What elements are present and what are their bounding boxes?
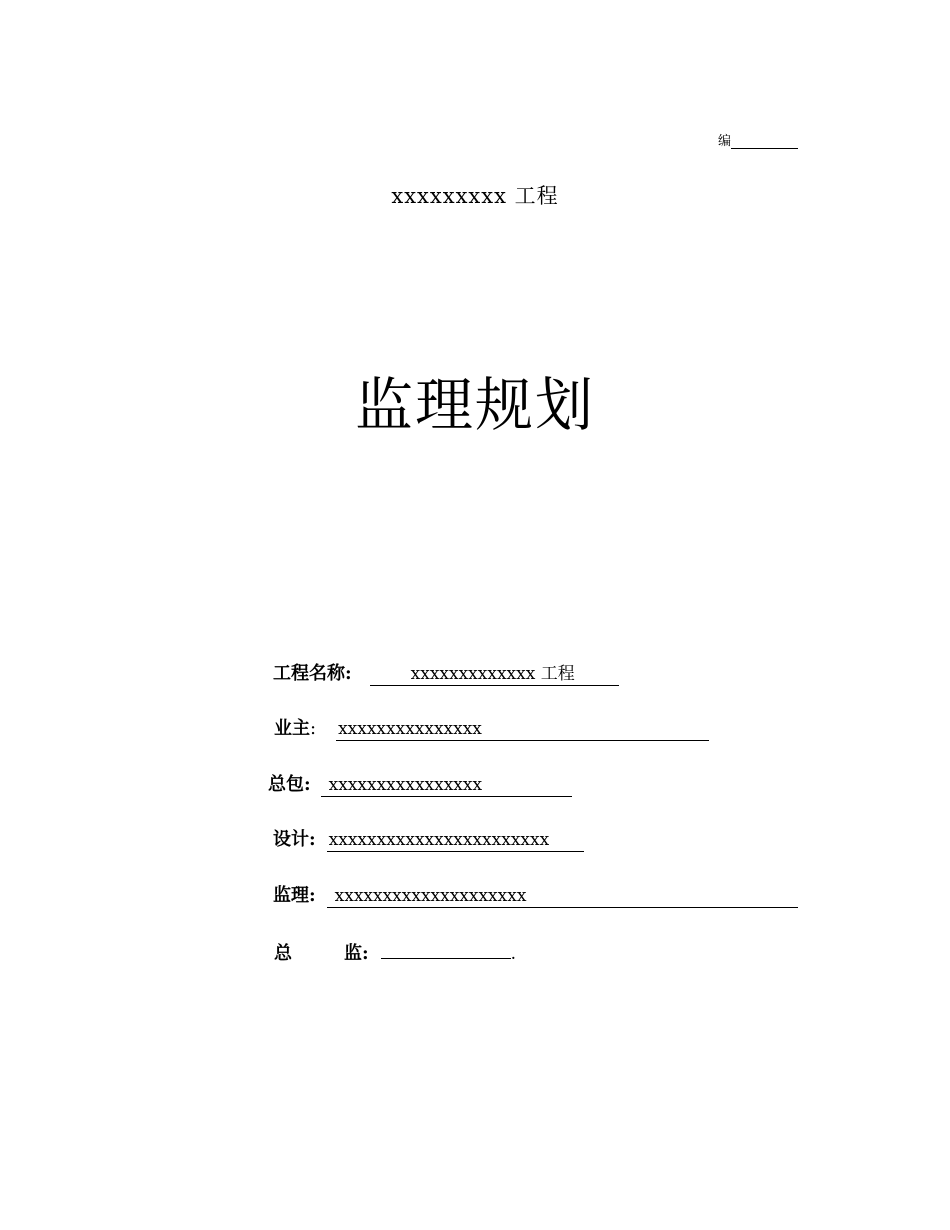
field-value: xxxxxxxxxxxxxxxxxxxx xyxy=(327,885,798,908)
field-contractor xyxy=(268,772,572,798)
field-owner xyxy=(274,716,709,742)
field-label: 业主 xyxy=(274,718,310,739)
field-project-name xyxy=(273,661,619,687)
field-chief-supervisor xyxy=(274,937,516,963)
project-heading: xxxxxxxxx 工程 xyxy=(391,184,559,208)
field-label: 总包: xyxy=(268,774,311,795)
field-colon: : xyxy=(310,718,317,739)
field-design xyxy=(273,827,584,853)
document-title: 监理规划 xyxy=(354,371,595,439)
field-value: xxxxxxxxxxxxxxxx xyxy=(321,774,572,797)
field-supervisor xyxy=(273,883,798,909)
serial-number-label: 编 xyxy=(718,134,732,149)
field-label: 监理: xyxy=(273,885,316,906)
field-value-blank[interactable] xyxy=(381,937,511,959)
field-value: xxxxxxxxxxxxxxxxxxxxxxx xyxy=(327,829,584,852)
field-label: 设计: xyxy=(273,829,316,850)
field-label: 工程名称: xyxy=(273,663,352,684)
serial-number-block xyxy=(718,130,798,149)
field-label-part: 总 xyxy=(274,943,292,964)
field-value: xxxxxxxxxxxxxxx xyxy=(336,718,709,741)
field-label-part: 监: xyxy=(344,943,369,964)
serial-number-blank[interactable] xyxy=(731,134,798,149)
field-suffix: . xyxy=(510,944,517,964)
field-value: xxxxxxxxxxxxx 工程 xyxy=(370,663,619,686)
